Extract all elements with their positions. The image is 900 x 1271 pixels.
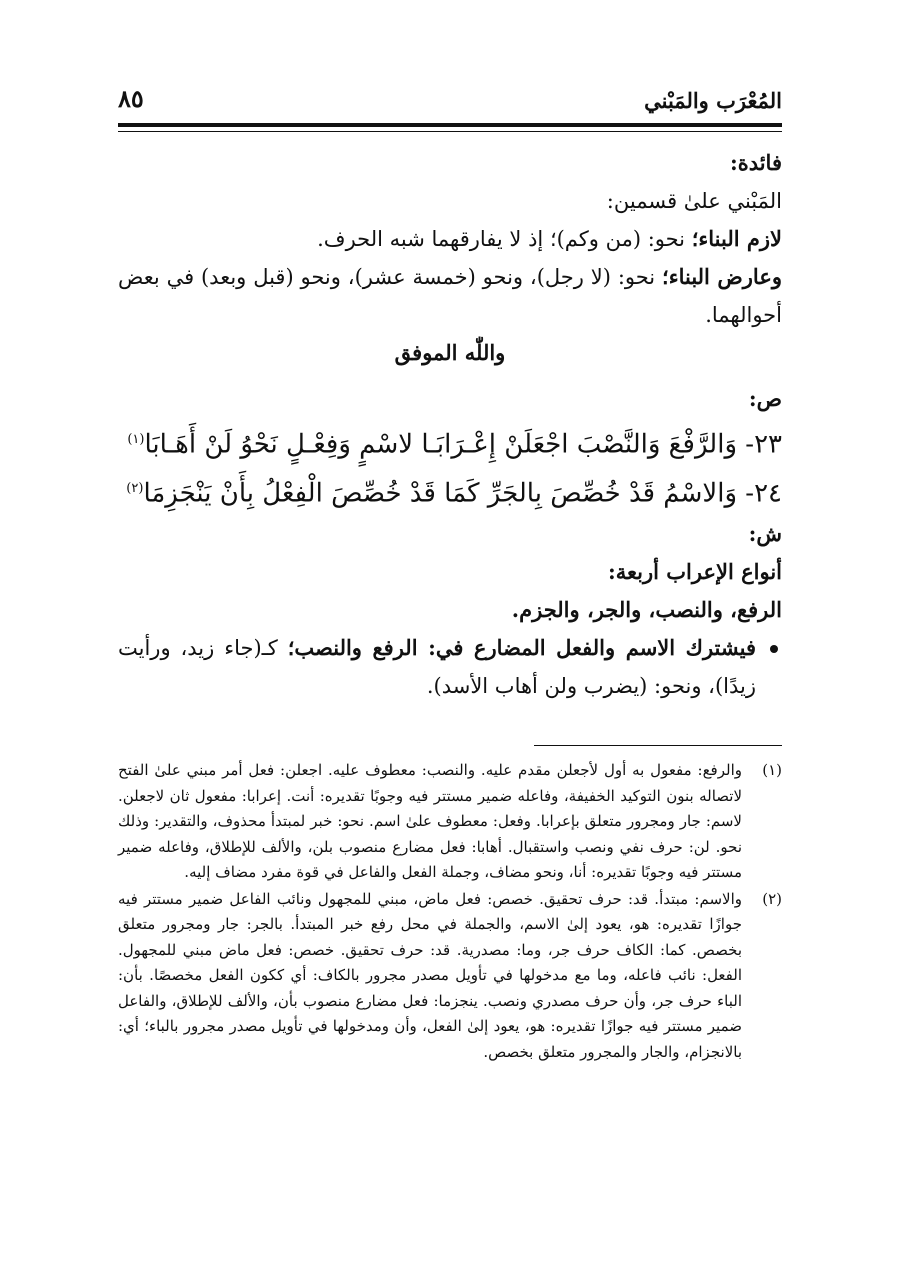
arid-paragraph	[118, 258, 782, 334]
verse-24-text: وَالاسْمُ قَدْ خُصِّصَ بِالجَرِّ كَمَا قَدْ خُصِّصَ الْفِعْلُ بِأَنْ يَنْجَزِمَا	[143, 478, 737, 509]
footnote-1-text: والرفع: مفعول به أول لأجعلن مقدم عليه. والنصب: معطوف عليه. اجعلن: فعل أمر مبني علىٰ الفتح لاتصاله بنون التوكيد الخفيفة، وفاعله ضمير مستتر فيه وجوبًا تقديره: أنت. إعرابا: مفعول ثان لاجعلن. لاسم: جار ومجرور متعلق بإعرابا. وفعل: معطوف علىٰ اسم. نحو: خبر لمبتدأ محذوف، والتقدير: وذلك نحو. لن: حرف نفي ونصب واستقبال. أهابا: فعل مضارع منصوب بلن، والألف للإطلاق، وفاعله ضمير مستتر فيه وجوبًا تقديره: أنا، ونحو مضاف، وجملة الفعل والفاعل في قوة مفرد مضاف إليه.	[118, 761, 742, 881]
bullet-item	[118, 629, 782, 705]
note-title: فائدة:	[729, 150, 782, 175]
header-rule-thick	[118, 123, 782, 127]
page-header	[118, 82, 782, 122]
footnote-1-number: (١)	[762, 761, 782, 779]
verse-23-number: ٢٣-	[745, 429, 782, 460]
footnote-separator	[534, 745, 782, 746]
lazim-term: لازم البناء؛	[691, 226, 782, 251]
footnotes	[118, 758, 782, 1066]
arid-text: نحو: (لا رجل)، ونحو (خمسة عشر)، ونحو (قبل وبعد) في بعض أحوالهما.	[118, 265, 782, 327]
chapter-title: المُعْرَب والمَبْني	[644, 88, 782, 113]
types-list: الرفع، والنصب، والجر، والجزم.	[511, 597, 782, 623]
text-label: ص:	[748, 386, 782, 411]
verse-23-text: وَالرَّفْعَ وَالنَّصْبَ اجْعَلَنْ إِعْـرَابَـا لاسْمٍ وَفِعْـلٍ نَحْوُ لَنْ أَهَـابَا	[144, 429, 737, 460]
bullet-icon	[770, 645, 778, 653]
footnote-2	[118, 887, 782, 1066]
verse-24-footnote-ref: (٢)	[126, 480, 144, 496]
bullet-text: كـ(جاء زيد، ورأيت زيدًا)، ونحو: (يضرب ولن أهاب الأسد).	[118, 636, 756, 699]
footnote-1	[118, 758, 782, 886]
lazim-text: نحو: (من وكم)؛ إذ لا يفارقهما شبه الحرف.	[317, 227, 692, 251]
mabni-intro: المَبْني علىٰ قسمين:	[606, 189, 782, 213]
verse-23	[118, 418, 782, 467]
types-heading: أنواع الإعراب أربعة:	[607, 559, 782, 585]
lazim-line	[118, 220, 782, 258]
verse-24-number: ٢٤-	[745, 478, 782, 509]
closing-phrase: واللّٰه الموفق	[394, 340, 506, 365]
commentary-label: ش:	[748, 521, 782, 547]
footnote-2-text: والاسم: مبتدأ. قد: حرف تحقيق. خصص: فعل ماض، مبني للمجهول ونائب الفاعل ضمير مستتر فيه جوازًا تقديره: هو، يعود إلىٰ الاسم، والجملة في محل رفع خبر المبتدأ. بالجر: جار ومجرور متعلق بخصص. كما: الكاف حرف جر، وما: مصدرية. قد: حرف تحقيق. خصص: فعل ماض مبني للمجهول. الفعل: نائب فاعله، وما مع مدخولها في تأويل مصدر مجرور بالكاف: أي ككون الفعل مخصصًا. بأن: الباء حرف جر، وأن حرف مصدري ونصب. ينجزما: فعل مضارع منصوب بأن، والألف للإطلاق، والفاعل ضمير مستتر فيه جوازًا تقديره: هو، يعود إلىٰ الفعل، وأن ومدخولها في تأويل مصدر مجرور بالباء؛ أي: بالانجزام، والجار والمجرور متعلق بخصص.	[118, 889, 742, 1061]
header-rule-thin	[118, 131, 782, 132]
main-text	[118, 144, 782, 705]
footnote-2-number: (٢)	[762, 889, 782, 908]
verse-24	[118, 467, 782, 516]
bullet-paragraph	[118, 629, 756, 705]
bullet-term: فيشترك الاسم والفعل المضارع في: الرفع والنصب؛	[287, 635, 756, 661]
page-number: ٨٥	[118, 84, 144, 113]
verse-23-footnote-ref: (١)	[127, 432, 145, 447]
arid-term: وعارض البناء؛	[662, 264, 782, 289]
